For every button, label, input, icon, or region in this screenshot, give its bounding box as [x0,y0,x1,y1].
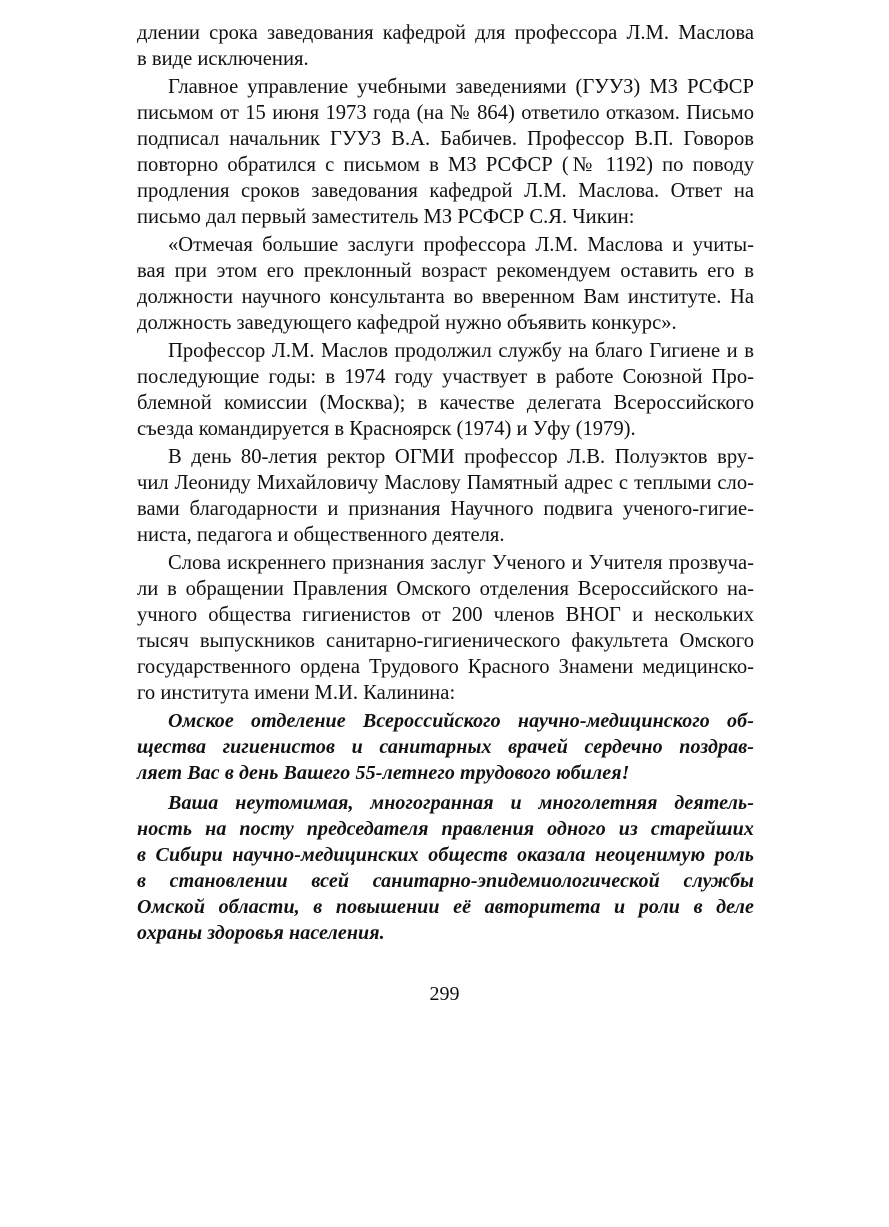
text-line: Ваша неутомимая, многогранная и многолетняя деятель- [168,792,754,814]
text-line: в Сибири научно-медицинских обществ оказала неоценимую роль [137,844,754,866]
text-line: охраны здоровья населения. [137,922,385,944]
text-line: В день 80-летия ректор ОГМИ профессор Л.В. Полуэктов вру- [168,446,754,468]
text-line: ность на посту председателя правления одного из старейших [137,818,754,840]
text-line: щества гигиенистов и санитарных врачей сердечно поздрав- [137,736,754,758]
text-line: государственного ордена Трудового Красного Знамени медицинско- [137,656,754,678]
text-line: письмом от 15 июня 1973 года (на № 864) ответило отказом. Письмо [137,102,754,124]
text-line: ляет Вас в день Вашего 55-летнего трудового юбилея! [137,762,630,784]
text-line: письмо дал первый заместитель МЗ РСФСР С.Я. Чикин: [137,206,635,228]
text-line: подписал начальник ГУУЗ В.А. Бабичев. Профессор В.П. Говоров [137,128,754,150]
text-line: длении срока заведования кафедрой для профессора Л.М. Маслова [137,22,754,44]
text-line: вами благодарности и признания Научного подвига ученого-гигие- [137,498,754,520]
text-line: «Отмечая большие заслуги профессора Л.М. Маслова и учиты- [168,234,754,256]
text-line: съезда командируется в Красноярск (1974) и Уфу (1979). [137,418,636,440]
greeting-paragraph-2 [137,790,754,946]
page-number: 299 [429,983,460,1005]
paragraph-1 [137,20,754,72]
text-line: ли в обращении Правления Омского отделения Всероссийского на- [137,578,754,600]
paragraph-6 [137,550,754,706]
paragraph-5 [137,444,754,548]
text-line: го института имени М.И. Калинина: [137,682,456,704]
paragraph-2 [137,74,754,230]
text-line: вая при этом его преклонный возраст рекомендуем оставить его в [137,260,754,282]
text-line: тысяч выпускников санитарно-гигиенического факультета Омского [137,630,754,652]
text-line: Профессор Л.М. Маслов продолжил службу на благо Гигиене и в [168,340,754,362]
paragraph-3-quote [137,232,754,336]
text-line: Омской области, в повышении её авторитета и роли в деле [137,896,754,918]
text-line: в виде исключения. [137,48,309,70]
text-line: продления сроков заведования кафедрой Л.М. Маслова. Ответ на [137,180,754,202]
text-line: ниста, педагога и общественного деятеля. [137,524,505,546]
text-line: блемной комиссии (Москва); в качестве делегата Всероссийского [137,392,754,414]
greeting-paragraph-1 [137,708,754,786]
text-line: Главное управление учебными заведениями (ГУУЗ) МЗ РСФСР [168,76,754,98]
text-line: Слова искреннего признания заслуг Ученого и Учителя прозвуча- [168,552,754,574]
text-line: чил Леониду Михайловичу Маслову Памятный адрес с теплыми сло- [137,472,754,494]
text-line: должность заведующего кафедрой нужно объявить конкурс». [137,312,677,334]
text-line: в становлении всей санитарно-эпидемиологической службы [137,870,754,892]
text-line: повторно обратился с письмом в МЗ РСФСР (№ 1192) по поводу [137,154,754,176]
text-line: последующие годы: в 1974 году участвует в работе Союзной Про- [137,366,754,388]
text-line: должности научного консультанта во вверенном Вам институте. На [137,286,754,308]
text-line: Омское отделение Всероссийского научно-медицинского об- [168,710,754,732]
text-line: учного общества гигиенистов от 200 членов ВНОГ и нескольких [137,604,754,626]
page-body-text [137,20,754,950]
paragraph-4 [137,338,754,442]
